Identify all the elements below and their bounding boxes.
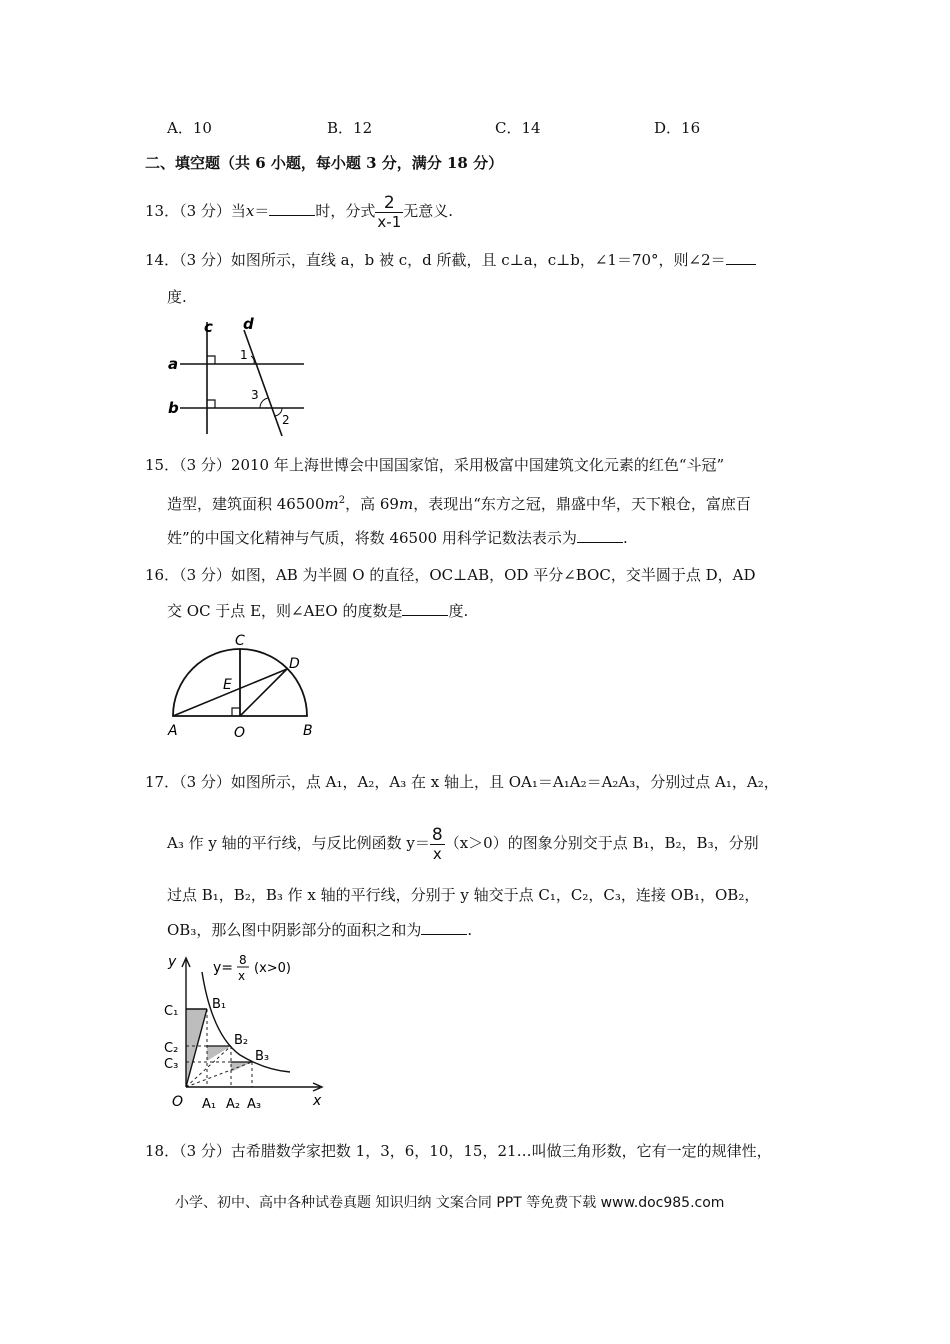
label-angle-3: 3 xyxy=(251,388,259,402)
right-angle-mark xyxy=(232,708,240,716)
q13-text: 当 xyxy=(230,202,246,220)
question-14 xyxy=(145,250,756,270)
q16-text: （3 分）如图，AB 为半圆 O 的直径，OC⊥AB，OD 平分∠BOC，交半圆于点 D，AD xyxy=(179,566,756,584)
question-number: 16． xyxy=(145,566,180,584)
q17-line4 xyxy=(167,920,472,940)
question-number: 15． xyxy=(145,456,180,474)
q15-text: 造型，建筑面积 46500 xyxy=(167,495,325,513)
unit-m: m xyxy=(324,495,339,513)
label-c2: C₂ xyxy=(164,1041,179,1056)
q14-text: （3 分）如图所示，直线 a，b 被 c，d 所截，且 c⊥a，c⊥b，∠1＝70°，则∠2＝ xyxy=(179,251,726,269)
q18-text: （3 分）古希腊数学家把数 1，3，6，10，15，21…叫做三角形数，它有一定的规律性， xyxy=(179,1142,772,1160)
parallel-lines-figure xyxy=(162,314,310,438)
option-c: C．14 xyxy=(495,119,541,137)
q14-line2: 度. xyxy=(167,288,187,306)
label-a1: A₁ xyxy=(202,1097,217,1112)
q16-text: 度. xyxy=(448,602,469,620)
option-a: A．10 xyxy=(167,119,212,137)
line-d xyxy=(244,330,282,436)
fraction xyxy=(430,826,445,863)
question-18 xyxy=(145,1141,772,1161)
question-number: 13． xyxy=(145,202,180,220)
label-a2: A₂ xyxy=(226,1097,241,1112)
fraction-denominator: x xyxy=(432,844,442,863)
fraction-denominator: x-1 xyxy=(377,212,402,231)
question-17 xyxy=(145,772,779,792)
q17-line3: 过点 B₁，B₂，B₃ 作 x 轴的平行线，分别于 y 轴交于点 C₁，C₂，C₃，连接 OB₁，OB₂， xyxy=(167,886,760,904)
semicircle-figure xyxy=(160,628,320,744)
q15-line2 xyxy=(167,491,751,514)
right-angle-mark xyxy=(207,356,215,364)
label-b: B xyxy=(303,723,313,739)
option-b: B．12 xyxy=(327,119,373,137)
label-c: c xyxy=(204,318,213,336)
answer-blank xyxy=(726,250,756,265)
func-label-denominator: x xyxy=(238,969,246,983)
page-footer: 小学、初中、高中各种试卷真题 知识归纳 文案合同 PPT 等免费下载 www.doc985.com xyxy=(175,1195,725,1211)
question-13 xyxy=(145,188,453,234)
label-angle-2: 2 xyxy=(282,413,290,427)
label-c: C xyxy=(235,633,245,649)
label-x: x xyxy=(313,1093,322,1109)
q17-text: （3 分）如图所示，点 A₁，A₂，A₃ 在 x 轴上，且 OA₁＝A₁A₂＝A₂A₃，分别过点 A₁，A₂， xyxy=(179,773,779,791)
fraction xyxy=(375,194,403,231)
q15-text: 姓”的中国文化精神与气质，将数 46500 用科学记数法表示为 xyxy=(167,529,577,547)
label-angle-1: 1 xyxy=(240,348,248,362)
q16-text: 交 OC 于点 E，则∠AEO 的度数是 xyxy=(167,602,403,620)
answer-blank xyxy=(269,201,315,216)
q13-text: 时，分式 xyxy=(315,202,376,220)
label-b: b xyxy=(168,399,179,417)
fraction-numerator: 8 xyxy=(431,824,443,845)
label-d: d xyxy=(243,315,254,333)
segment-od xyxy=(240,669,287,716)
q17-text: （x＞0）的图象分别交于点 B₁，B₂，B₃，分别 xyxy=(444,834,759,852)
label-a3: A₃ xyxy=(247,1097,262,1112)
label-a: A xyxy=(168,723,178,739)
q15-line3 xyxy=(167,528,628,548)
superscript: 2 xyxy=(338,495,346,506)
question-score: （3 分） xyxy=(179,202,231,220)
func-label-prefix: y= xyxy=(213,960,234,976)
label-e: E xyxy=(223,677,232,693)
label-o: O xyxy=(234,725,246,741)
q17-text: . xyxy=(467,921,473,939)
q16-line2 xyxy=(167,601,468,621)
question-16 xyxy=(145,565,756,585)
q13-text: 无意义. xyxy=(403,202,454,220)
label-b2: B₂ xyxy=(234,1033,249,1048)
question-number: 18． xyxy=(145,1142,180,1160)
label-o: O xyxy=(172,1094,184,1110)
answer-blank xyxy=(577,528,623,543)
option-d: D．16 xyxy=(654,119,701,137)
q15-text: （3 分）2010 年上海世博会中国国家馆，采用极富中国建筑文化元素的红色“斗冠” xyxy=(179,456,725,474)
shaded-region-2 xyxy=(207,1046,231,1061)
label-c3: C₃ xyxy=(164,1057,179,1072)
answer-blank xyxy=(421,920,467,935)
label-a: a xyxy=(168,355,179,373)
fraction-numerator: 2 xyxy=(375,194,403,213)
angle-arc xyxy=(260,398,268,408)
question-number: 14． xyxy=(145,251,180,269)
question-15 xyxy=(145,455,724,475)
q17-line2 xyxy=(167,820,759,866)
label-c1: C₁ xyxy=(164,1004,179,1019)
label-d: D xyxy=(289,656,300,672)
unit-m: m xyxy=(398,495,414,513)
section-title: 二、填空题（共 6 小题，每小题 3 分，满分 18 分） xyxy=(145,154,504,172)
q17-text: OB₃，那么图中阴影部分的面积之和为 xyxy=(167,921,422,939)
inverse-function-figure xyxy=(160,950,340,1120)
q17-text: A₃ 作 y 轴的平行线，与反比例函数 y＝ xyxy=(167,834,430,852)
q13-variable: x xyxy=(245,202,255,220)
right-angle-mark xyxy=(207,400,215,408)
label-b3: B₃ xyxy=(255,1049,270,1064)
q15-text: ，表现出“东方之冠，鼎盛中华，天下粮仓，富庶百 xyxy=(413,495,751,513)
label-y: y xyxy=(168,954,177,970)
hyperbola-curve xyxy=(202,972,290,1072)
func-label-numerator: 8 xyxy=(239,953,247,967)
q13-equals: ＝ xyxy=(254,202,270,220)
question-number: 17． xyxy=(145,773,180,791)
q15-text: ，高 69 xyxy=(345,495,399,513)
answer-blank xyxy=(402,601,448,616)
label-b1: B₁ xyxy=(212,997,227,1012)
q15-text: . xyxy=(622,529,628,547)
func-label-condition: (x>0) xyxy=(254,961,292,976)
